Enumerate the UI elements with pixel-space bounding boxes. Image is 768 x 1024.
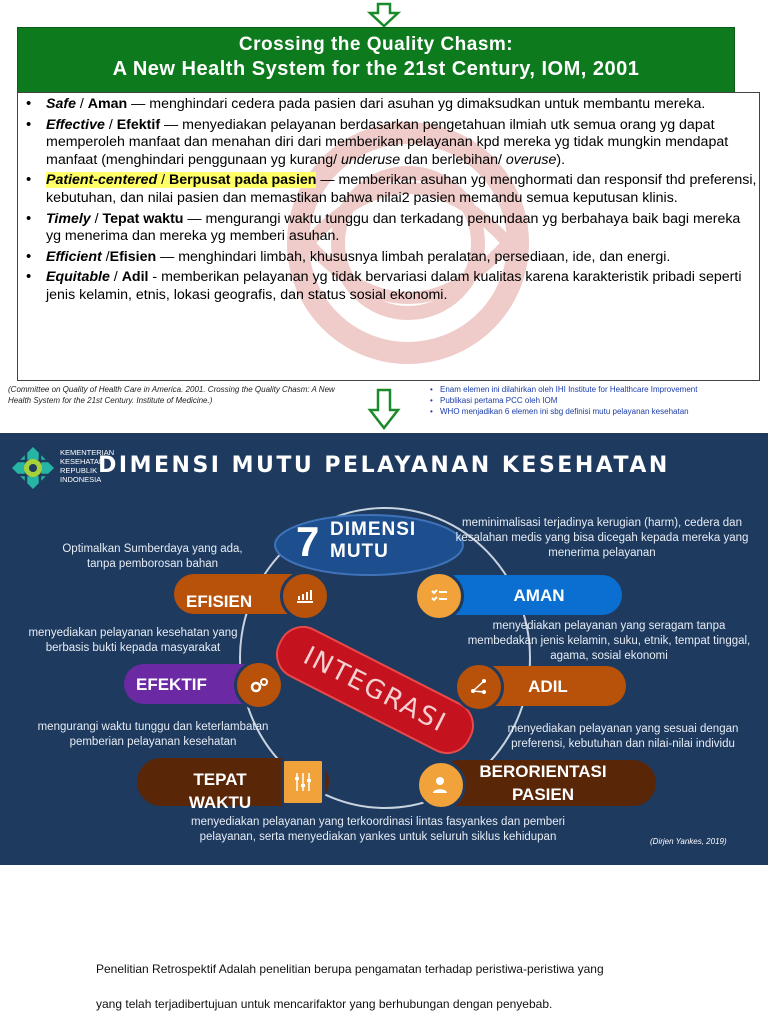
tepat-waktu-desc: mengurangi waktu tunggu dan keterlambatan pemberian pelayanan kesehatan	[37, 721, 269, 748]
title-line-1: Crossing the Quality Chasm:	[238, 34, 514, 55]
berorientasi-pasien-pill	[436, 760, 656, 806]
list-item: • Enam elemen ini dilahirkan oleh IHI Institute for Healthcare Improvement	[430, 384, 760, 395]
efisien-label: EFISIEN	[186, 592, 253, 611]
list-item: • Effective / Efektif — menyediakan pelayanan berdasarkan pengetahuan ilmiah utk semua orang yg dapat memperoleh manfaat dan menahan diri dari memberikan pelayanan kpd mereka yg tidak mungkin mendapat manfaat (menghindari penggunaan yg kurang/ underuse dan berlebihan/ overuse).	[18, 117, 759, 170]
center-number: 7	[296, 518, 320, 565]
checklist-icon	[414, 571, 464, 621]
slide-title	[17, 27, 735, 93]
sliders-icon	[281, 758, 325, 806]
footer-line-1: Penelitian Retrospektif Adalah penelitian berupa pengamatan terhadap peristiwa-peristiwa yang	[96, 962, 604, 976]
dimensions-list-box	[17, 92, 760, 381]
list-item: • Safe / Aman — menghindari cedera pada pasien dari asuhan yg dimaksudkan untuk membantu mereka.	[18, 96, 759, 114]
down-arrow-icon	[367, 2, 401, 28]
notes-list	[430, 384, 760, 417]
integrasi-label: INTEGRASI	[298, 641, 452, 739]
berorientasi-pasien-desc: menyediakan pelayanan yang sesuai dengan preferensi, kebutuhan dan nilai-nilai individu	[507, 723, 739, 750]
citation: (Committee on Quality of Health Care in America. 2001. Crossing the Quality Chasm: A New Health System for the 21st Century. Institute of Medicine.)	[8, 385, 335, 405]
source-note: (Dirjen Yankes, 2019)	[650, 837, 727, 846]
infographic-panel	[0, 433, 768, 865]
list-item: • Efficient /Efisien — menghindari limbah, khususnya limbah peralatan, persediaan, ide, dan energi.	[18, 249, 759, 267]
infographic-title: DIMENSI MUTU PELAYANAN KESEHATAN	[98, 453, 670, 478]
efektif-desc: menyediakan pelayanan kesehatan yang berbasis bukti kepada masyarakat	[28, 627, 238, 654]
down-arrow-icon	[367, 388, 401, 430]
list-item: • Equitable / Adil - memberikan pelayanan yg tidak bervariasi dalam kualitas karena karakteristik pribadi seperti jenis kelamin, etnis, lokasi geografis, dan status sosial ekonomi.	[18, 269, 759, 304]
list-item: • WHO menjadikan 6 elemen ini sbg definisi mutu pelayanan kesehatan	[430, 406, 760, 417]
chart-icon	[280, 571, 330, 621]
tepat-waktu-label: TEPAT WAKTU	[188, 770, 252, 812]
aman-label: AMAN	[513, 585, 565, 605]
title-line-2: A New Health System for the 21st Century, IOM, 2001	[112, 58, 640, 80]
berorientasi-pasien-label: BERORIENTASI PASIEN	[479, 762, 607, 804]
efisien-desc: Optimalkan Sumberdaya yang ada, tanpa pemborosan bahan	[62, 543, 243, 570]
share-icon	[454, 662, 504, 712]
aman-desc: meminimalisasi terjadinya kerugian (harm), cedera dan kesalahan medis yang bisa dicegah kepada mereka yang menerima pelayanan	[455, 517, 749, 559]
list-item: • Timely / Tepat waktu — mengurangi waktu tunggu dan terkadang penundaan yg berbahaya baik bagi mereka yg menerima dan mereka yg memberi asuhan.	[18, 211, 759, 246]
footer-line-2: yang telah terjadibertujuan untuk mencarifaktor yang berhubungan dengan penyebab.	[96, 997, 553, 1011]
gears-icon	[234, 660, 284, 710]
adil-label: ADIL	[528, 676, 568, 696]
dimension-bullets	[18, 93, 759, 305]
integrasi-desc: menyediakan pelayanan yang terkoordinasi lintas fasyankes dan pemberi pelayanan, serta menyediakan yankes untuk seluruh siklus kehidupan	[191, 816, 565, 843]
center-label: DIMENSI MUTU	[330, 519, 417, 562]
ministry-name: KEMENTERIAN KESEHATAN REPUBLIK INDONESIA	[60, 448, 115, 484]
efektif-label: EFEKTIF	[136, 674, 207, 694]
user-icon	[416, 760, 466, 810]
adil-desc: menyediakan pelayanan yang seragam tanpa membedakan jenis kelamin, suku, etnik, tempat tinggal, agama, sosial ekonomi	[467, 620, 751, 662]
list-item: • Patient-centered / Berpusat pada pasien — memberikan asuhan yg menghormati dan responsif thd preferensi, kebutuhan, dan nilai pasien dan memastikan bahwa nilai2 pasien memandu semua keputusan klinis.	[18, 172, 759, 207]
list-item: • Publikasi pertama PCC oleh IOM	[430, 395, 760, 406]
